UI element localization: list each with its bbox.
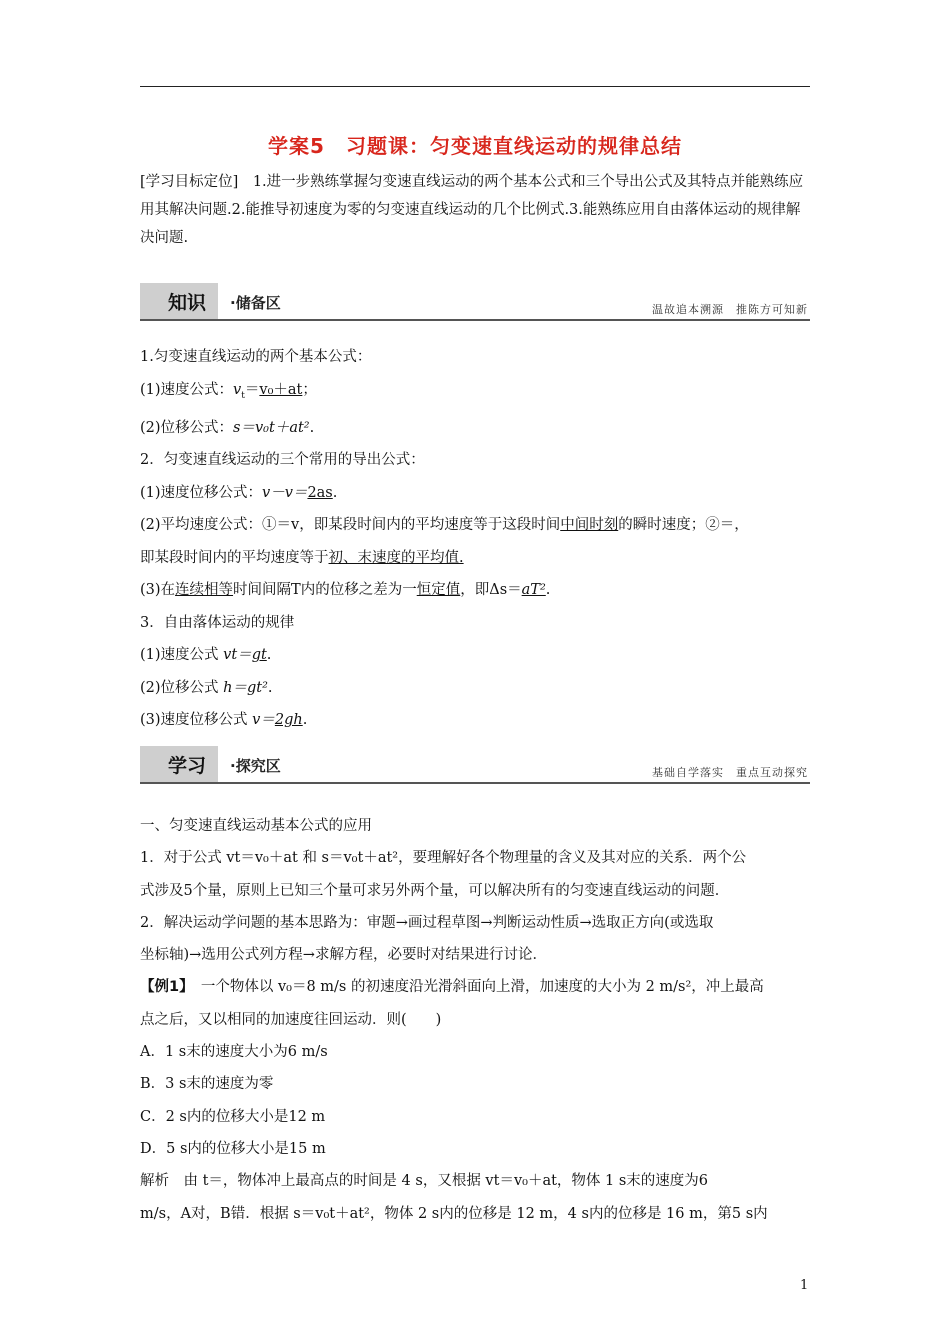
analysis-line: 解析 由 t＝，物体冲上最高点的时间是 4 s，又根据 vt＝v₀＋at，物体 1 s末的速度为6 bbox=[140, 1173, 709, 1190]
blank-answer: gt bbox=[251, 647, 267, 664]
header-rule bbox=[140, 86, 810, 87]
knowledge-content bbox=[140, 341, 810, 737]
section-title: 知识 bbox=[168, 292, 207, 314]
page-title: 学案5 习题课：匀变速直线运动的规律总结 bbox=[268, 134, 682, 158]
text-line: (1)速度公式 vt＝gt. bbox=[140, 647, 272, 664]
page-number: 1 bbox=[800, 1278, 809, 1293]
text-line: (1)速度公式：$v_t=v_0+at$； bbox=[140, 381, 317, 401]
learning-goals: [学习目标定位] 1.进一步熟练掌握匀变速直线运动的两个基本公式和三个导出公式及其特点并能熟练应用其解决问题.2.能推导初速度为零的匀变速直线运动的几个比例式.3.能熟练应用自由落体运动的规律解决问题. bbox=[140, 174, 804, 246]
subheading: 一、匀变速直线运动基本公式的应用 bbox=[140, 818, 372, 834]
text-line: (1)速度位移公式：v－v＝2as. bbox=[140, 484, 338, 501]
text-line: (2)位移公式：s＝v₀t＋at². bbox=[140, 419, 315, 436]
section-subtitle: ·探究区 bbox=[230, 757, 281, 775]
blank-answer: 2as bbox=[307, 484, 333, 501]
text-line: 式涉及5个量，原则上已知三个量可求另外两个量，可以解决所有的匀变速直线运动的问题． bbox=[140, 882, 730, 899]
text-line: 2．匀变速直线运动的三个常用的导出公式： bbox=[140, 452, 425, 469]
section-title: 学习 bbox=[168, 755, 207, 777]
text-line: 坐标轴)→选用公式列方程→求解方程，必要时对结果进行讨论． bbox=[140, 947, 547, 964]
section-tagline: 基础自学落实 重点互动探究 bbox=[652, 766, 808, 779]
text-line: (2)平均速度公式：①＝v，即某段时间内的平均速度等于这段时间中间时刻的瞬时速度；②＝， bbox=[140, 517, 749, 534]
text-line: (2)位移公式 h＝gt². bbox=[140, 679, 273, 696]
option-b: B．3 s末的速度为零 bbox=[140, 1076, 274, 1093]
blank-answer: aT² bbox=[521, 582, 546, 599]
text-line: (3)在连续相等时间间隔T内的位移之差为一恒定值，即Δs＝aT². bbox=[140, 582, 551, 599]
text-line: 1.匀变速直线运动的两个基本公式： bbox=[140, 349, 372, 365]
text-line: 2．解决运动学问题的基本思路为：审题→画过程草图→判断运动性质→选取正方向(或选取 bbox=[140, 914, 714, 931]
blank-answer: 2gh bbox=[274, 712, 303, 729]
option-a: A．1 s末的速度大小为6 m/s bbox=[140, 1044, 328, 1061]
text-line: 1．对于公式 vt＝v₀＋at 和 s＝v₀t＋at²，要理解好各个物理量的含义及其对应的关系．两个公 bbox=[140, 850, 747, 867]
blank-answer: 初、末速度的平均值 bbox=[328, 549, 459, 566]
text-line: (3)速度位移公式 v＝2gh. bbox=[140, 712, 308, 729]
blank-answer: 恒定值 bbox=[416, 582, 461, 599]
text-line: 点之后，又以相同的加速度往回运动．则( ) bbox=[140, 1011, 442, 1028]
blank-answer: 连续相等 bbox=[175, 582, 234, 599]
text-line: 3．自由落体运动的规律 bbox=[140, 614, 295, 631]
option-d: D．5 s内的位移大小是15 m bbox=[140, 1140, 326, 1157]
blank-answer: v₀＋at bbox=[259, 381, 303, 398]
example-label: 【例1】 bbox=[140, 979, 187, 996]
example-line: 【例1】 一个物体以 v₀＝8 m/s 的初速度沿光滑斜面向上滑，加速度的大小为 2 m/s²，冲上最高 bbox=[140, 979, 764, 996]
text-line: 即某段时间内的平均速度等于初、末速度的平均值. bbox=[140, 549, 464, 566]
section-header-knowledge bbox=[140, 283, 810, 321]
blank-answer: 中间时刻 bbox=[560, 517, 619, 534]
section-header-study bbox=[140, 746, 810, 784]
analysis-line: m/s，A对，B错．根据 s＝v₀t＋at²，物体 2 s内的位移是 12 m，4 s内的位移是 16 m，第5 s内 bbox=[140, 1205, 768, 1222]
option-c: C．2 s内的位移大小是12 m bbox=[140, 1108, 326, 1125]
section-tagline: 温故追本溯源 推陈方可知新 bbox=[652, 303, 808, 316]
study-content bbox=[140, 810, 810, 1230]
section-subtitle: ·储备区 bbox=[230, 294, 281, 312]
